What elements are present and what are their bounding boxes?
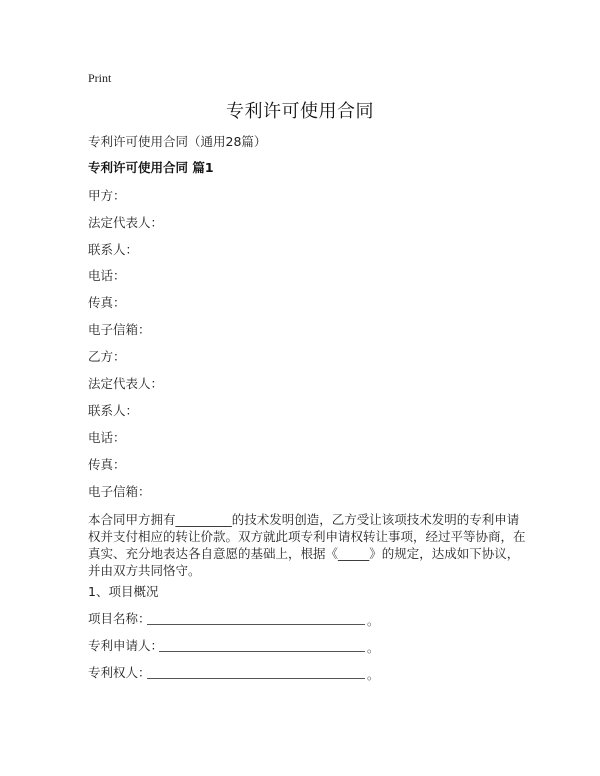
patent-holder-label: 专利权人： <box>88 665 151 680</box>
intro-paragraph <box>88 511 528 579</box>
document-title: 专利许可使用合同 <box>226 101 374 122</box>
patent-applicant-field[interactable] <box>159 651 365 652</box>
patent-applicant-end: 。 <box>367 641 380 655</box>
party-b-legal-rep: 法定代表人： <box>88 376 164 391</box>
patent-applicant-label: 专利申请人： <box>88 638 164 653</box>
patent-holder-field[interactable] <box>147 678 365 679</box>
intro-text-2: 的技术发明创造，乙方受让该项技术发明的专利申请权并支付相应的转让价款。双方就此项专利申请权转让事项，经过平等协商，在真实、充分地表达各自意愿的基础上，根据《 <box>88 512 526 561</box>
party-a-phone: 电话： <box>88 268 126 283</box>
clause-1-heading: 1、项目概况 <box>88 584 159 599</box>
party-b-label: 乙方： <box>88 349 126 364</box>
blank-law-name: _____ <box>338 546 370 561</box>
project-name-end: 。 <box>367 614 380 628</box>
party-a-email: 电子信箱： <box>88 322 151 337</box>
party-a-fax: 传真： <box>88 295 126 310</box>
blank-tech-name: _________ <box>175 512 232 527</box>
party-b-email: 电子信箱： <box>88 484 151 499</box>
party-b-phone: 电话： <box>88 430 126 445</box>
party-a-contact: 联系人： <box>88 242 139 257</box>
party-b-contact: 联系人： <box>88 403 139 418</box>
document-subtitle: 专利许可使用合同（通用28篇） <box>88 134 267 149</box>
intro-text-1: 本合同甲方拥有 <box>88 512 176 527</box>
project-name-label: 项目名称： <box>88 611 151 626</box>
intro-text-3: 》的规定，达成如下协议，并由双方共同恪守。 <box>88 546 520 578</box>
section-heading: 专利许可使用合同 篇1 <box>88 160 214 175</box>
party-b-fax: 传真： <box>88 457 126 472</box>
party-a-label: 甲方： <box>88 188 126 203</box>
print-link[interactable]: Print <box>88 71 112 85</box>
project-name-field[interactable] <box>147 624 365 625</box>
party-a-legal-rep: 法定代表人： <box>88 215 164 230</box>
patent-holder-end: 。 <box>367 668 380 682</box>
